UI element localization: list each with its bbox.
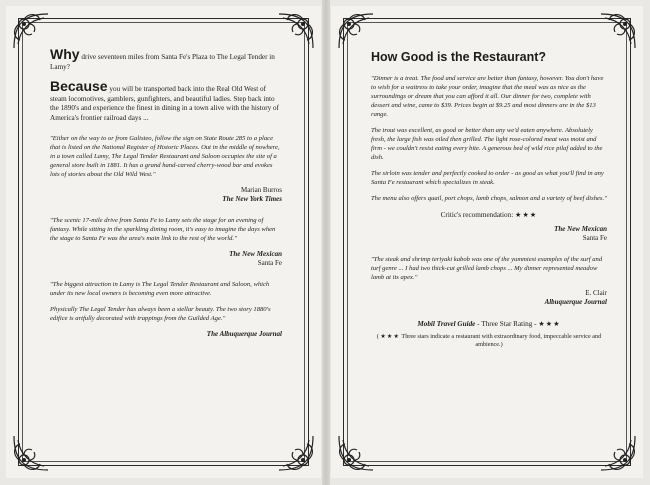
page-title: How Good is the Restaurant? bbox=[371, 50, 547, 64]
corner-ornament-icon bbox=[335, 10, 377, 52]
review-quote-part-2: The trout was excellent, as good or better than any we'd eaten anywhere. Absolutely fresh, the large fish was oiled then grilled. The light rose-colored meat was moist and firm - we couldn't resist eating every bite. A generous bed of wild rice pilaf added to the dish. bbox=[371, 127, 603, 161]
attribution-name: E. Clair bbox=[585, 289, 607, 297]
why-text: drive seventeen miles from Santa Fe's Plaza to The Legal Tender in Lamy? bbox=[50, 53, 275, 71]
journal-attribution bbox=[371, 289, 607, 307]
right-content bbox=[371, 50, 607, 349]
nyt-quote: "Either on the way to or from Galisteo, follow the sign on State Route 285 to a place that is listed on the National Register of Historic Places. Out in the middle of nowhere, in a town called Lamy, The Legal Tender Restaurant and Saloon occupies the site of a general store built in 1881. It has a grand hand-carved cherry-wood bar and evokes lots of stories about the Old Wild West." bbox=[50, 134, 280, 178]
left-content bbox=[50, 46, 282, 351]
attribution-publication: The Albuquerque Journal bbox=[206, 329, 282, 338]
attribution-publication: Albuquerque Journal bbox=[544, 298, 607, 306]
journal-quote-part-2: Physically The Legal Tender has always been a stellar beauty. The two story 1880's edifice is artfully decorated with trappings from the Guilded Age." bbox=[50, 305, 271, 322]
footnote-open: ( bbox=[376, 333, 381, 340]
attribution-name: Marian Burros bbox=[240, 185, 282, 194]
corner-ornament-icon bbox=[275, 10, 317, 52]
review-quote-part-3: The sirloin was tender and perfectly cooked to order - as good as what you'll find in any Santa Fe restaurant which specializes in steak. bbox=[371, 170, 604, 186]
attribution-publication: The New Mexican bbox=[554, 225, 607, 233]
review-quote-part-4: The menu also offers quail, port chops, lamb chops, salmon and a variety of beef dishes." bbox=[371, 195, 607, 202]
left-page bbox=[6, 6, 321, 478]
attribution-place: Santa Fe bbox=[257, 258, 282, 267]
critic-recommendation bbox=[371, 210, 607, 219]
page-gutter bbox=[322, 0, 330, 485]
new-mexican-attribution bbox=[50, 250, 282, 268]
nyt-attribution bbox=[50, 186, 282, 204]
recommendation-label: Critic's recommendation: bbox=[440, 211, 514, 219]
new-mexican-attribution bbox=[371, 225, 607, 243]
corner-ornament-icon bbox=[275, 432, 317, 474]
attribution-place: Santa Fe bbox=[582, 234, 607, 242]
because-paragraph bbox=[50, 78, 282, 123]
star-rating-icon: ★★★ bbox=[380, 333, 400, 340]
why-word: Why bbox=[50, 46, 80, 62]
journal-attribution bbox=[50, 330, 282, 339]
because-word: Because bbox=[50, 78, 108, 95]
journal-quote-part-1: "The biggest attraction in Lamy is The Legal Tender Restaurant and Saloon, which under its new local owners is becoming even more attractive. bbox=[50, 280, 270, 297]
mobil-rating-text: - Three Star Rating - bbox=[475, 320, 539, 328]
because-text: you will be transported back into the Real Old West of steam locomotives, gamblers, gunfighters, and beautiful ladies. Step back into the 1890's and experience the finest in dining in a town alive with the history of America's frontier railroad days ... bbox=[50, 85, 280, 122]
journal-review-quote: "The steak and shrimp teriyaki kabob was one of the yummiest examples of the surf and turf genre ... I had two thick-cut grilled lamb chops ... My dinner represented meadow lamb at its apex." bbox=[371, 256, 603, 281]
rating-footnote bbox=[371, 333, 607, 349]
footnote-text: Three stars indicate a restaurant with extraordinary food, impeccable service and ambience.) bbox=[400, 333, 602, 348]
attribution-publication: The New Mexican bbox=[229, 249, 282, 258]
corner-ornament-icon bbox=[10, 432, 52, 474]
corner-ornament-icon bbox=[10, 10, 52, 52]
mobil-guide-name: Mobil Travel Guide bbox=[417, 320, 476, 328]
why-paragraph bbox=[50, 46, 282, 72]
new-mexican-quote: "The scenic 17-mile drive from Santa Fe to Lamy sets the stage for an evening of fantasy. While sitting in the sparkling dining room, it's easy to imagine the days when the stage to Santa Fe was the area's main link to the rest of the world." bbox=[50, 216, 276, 242]
star-rating-icon: ★★★ bbox=[538, 320, 561, 328]
star-rating-icon: ★★★ bbox=[515, 211, 538, 219]
review-quote-part-1: "Dinner is a treat. The food and service are better than fantasy, however. You don't have to wish for a waitress to take your order, imagine that the meal was as nice as the surroundings or dream that you can afford it all. Our dinner for two, complete with dessert and wine, came to $39. Prices begin at $9.25 and most dinners are in the $13 range. bbox=[371, 75, 604, 118]
corner-ornament-icon bbox=[597, 432, 639, 474]
corner-ornament-icon bbox=[335, 432, 377, 474]
mobil-rating bbox=[371, 319, 607, 328]
right-page bbox=[331, 6, 643, 478]
corner-ornament-icon bbox=[597, 10, 639, 52]
attribution-publication: The New York Times bbox=[222, 194, 282, 203]
